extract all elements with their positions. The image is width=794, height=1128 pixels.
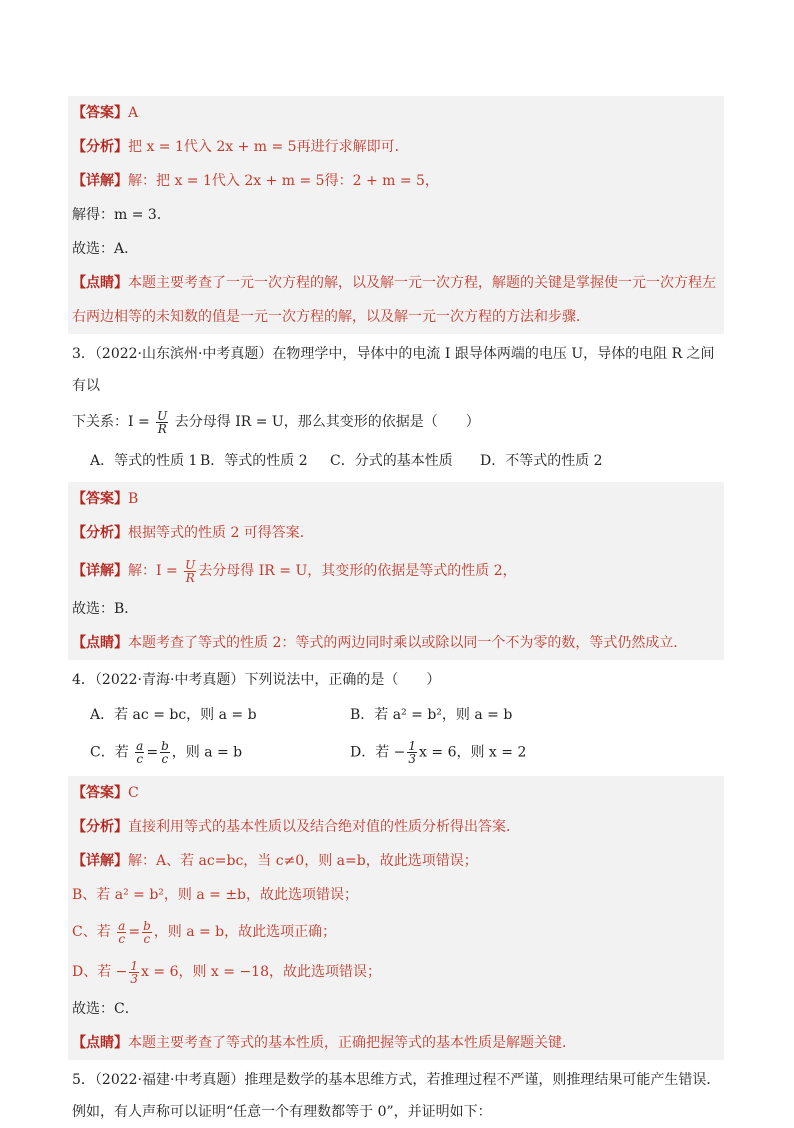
- q3-option-a[interactable]: A．等式的性质 1: [90, 453, 198, 469]
- choose-text: 故选：C．: [72, 1001, 139, 1017]
- q2-solution-box: [68, 96, 724, 334]
- q2-comment-line-1: [68, 266, 724, 300]
- detail-text-b: 去分母得 IR = U，其变形的依据是等式的性质 2，: [198, 563, 517, 579]
- q2-solve-line: [68, 198, 724, 232]
- analysis-text: 直接利用等式的基本性质以及结合绝对值的性质分析得出答案．: [128, 819, 520, 835]
- q3-solution-box: [68, 482, 724, 660]
- line-d-suffix: x = 6，则 x = −18，故此选项错误；: [141, 964, 382, 980]
- q3-comment-line: [68, 626, 724, 660]
- q3-analysis-line: [68, 516, 724, 550]
- line-c-eq: =: [128, 924, 141, 940]
- q3-detail-fraction: [184, 559, 196, 584]
- fraction-numerator: b: [143, 918, 151, 933]
- q5-stem-line-2: [68, 1096, 724, 1128]
- q4-option-c[interactable]: [90, 740, 350, 765]
- answer-value: C: [128, 785, 139, 801]
- answer-tag: 【答案】: [72, 491, 128, 507]
- detail-text-a: 解：I =: [128, 563, 178, 579]
- line-c-suffix: ，则 a = b，故此选项正确；: [153, 924, 337, 940]
- q3-stem-text-1: 3．（2022·山东滨州·中考真题）在物理学中，导体中的电流 I 跟导体两端的电压 U，导体的电阻 R 之间有以: [72, 346, 715, 394]
- option-c-prefix: C．若: [90, 744, 129, 760]
- answer-tag: 【答案】: [72, 785, 128, 801]
- fraction-denominator: c: [118, 931, 126, 946]
- line-c-prefix: C、若: [72, 924, 111, 940]
- line-d-prefix: D、若 −: [72, 964, 128, 980]
- q3-stem-text-2b: 去分母得 IR = U，那么其变形的依据是（ ）: [174, 414, 480, 430]
- q3-answer-line: [68, 482, 724, 516]
- fraction-numerator: a: [136, 738, 144, 753]
- q3-detail-line: [68, 550, 724, 592]
- analysis-tag: 【分析】: [72, 525, 128, 541]
- analysis-text: 把 x = 1代入 2x + m = 5再进行求解即可．: [128, 139, 409, 155]
- comment-tag: 【点睛】: [72, 275, 128, 291]
- q4-line-b: [68, 878, 724, 912]
- q2-detail-line: [68, 164, 724, 198]
- detail-text: 解：把 x = 1代入 2x + m = 5得：2 + m = 5，: [128, 173, 439, 189]
- option-c-eq: =: [146, 744, 159, 760]
- option-c-frac-1: [135, 740, 144, 765]
- fraction-denominator: c: [161, 751, 169, 766]
- line-c-frac-1: [117, 920, 126, 945]
- answer-value: A: [128, 105, 139, 121]
- detail-tag: 【详解】: [72, 173, 128, 189]
- q3-stem-text-2a: 下关系：I =: [72, 414, 150, 430]
- fraction-denominator: 3: [130, 971, 139, 986]
- q3-options-row: [68, 442, 724, 478]
- fraction-denominator: R: [157, 421, 167, 436]
- analysis-tag: 【分析】: [72, 819, 128, 835]
- q4-stem-line: [68, 664, 724, 696]
- fraction-denominator: c: [143, 931, 151, 946]
- option-c-frac-2: [160, 740, 170, 765]
- choose-text: 故选：A．: [72, 241, 139, 257]
- fraction-denominator: R: [185, 570, 195, 585]
- q4-option-a[interactable]: A．若 ac = bc，则 a = b: [90, 707, 257, 723]
- q4-option-b[interactable]: B．若 a² = b²，则 a = b: [350, 707, 513, 723]
- option-d-prefix: D．若 −: [350, 744, 406, 760]
- answer-tag: 【答案】: [72, 105, 128, 121]
- fraction-numerator: a: [118, 918, 126, 933]
- comment-tag: 【点睛】: [72, 1035, 128, 1051]
- q4-line-c: [68, 912, 724, 952]
- q5-stem-text-2: 例如，有人声称可以证明“任意一个有理数都等于 0”，并证明如下：: [72, 1104, 492, 1120]
- fraction-numerator: U: [157, 408, 168, 423]
- comment-text: 本题主要考查了等式的基本性质，正确把握等式的基本性质是解题关键．: [128, 1035, 576, 1051]
- q4-line-d: [68, 952, 724, 992]
- line-d-frac: [129, 960, 139, 985]
- option-d-suffix: x = 6，则 x = 2: [419, 744, 527, 760]
- option-c-suffix: ，则 a = b: [171, 744, 243, 760]
- fraction-numerator: U: [185, 557, 196, 572]
- line-c-frac-2: [142, 920, 152, 945]
- q3-option-c[interactable]: C．分式的基本性质: [330, 453, 453, 469]
- q4-option-d[interactable]: [350, 740, 526, 765]
- option-d-frac: [407, 740, 417, 765]
- fraction-denominator: c: [136, 751, 144, 766]
- q3-choose-line: [68, 592, 724, 626]
- q4-detail-line: [68, 844, 724, 878]
- detail-tag: 【详解】: [72, 853, 128, 869]
- worksheet-page: [68, 96, 724, 1128]
- q5-stem-text-1: 5．（2022·福建·中考真题）推理是数学的基本思维方式，若推理过程不严谨，则推理结果可能产生错误．: [72, 1072, 721, 1088]
- q4-stem-text: 4．（2022·青海·中考真题）下列说法中，正确的是（ ）: [72, 672, 441, 688]
- detail-text: 解：A、若 ac=bc，当 c≠0，则 a=b，故此选项错误；: [128, 853, 478, 869]
- comment-text-2: 右两边相等的未知数的值是一元一次方程的解，以及解一元一次方程的方法和步骤．: [72, 309, 590, 325]
- q4-options-row-1: [68, 696, 724, 732]
- detail-tag: 【详解】: [72, 563, 128, 579]
- q2-choose-line: [68, 232, 724, 266]
- q4-options-row-2: [68, 732, 724, 772]
- q4-comment-line: [68, 1026, 724, 1060]
- q4-solution-box: [68, 776, 724, 1060]
- q3-option-b[interactable]: B．等式的性质 2: [200, 453, 308, 469]
- q4-analysis-line: [68, 810, 724, 844]
- line-b-text: B、若 a² = b²，则 a = ±b，故此选项错误；: [72, 887, 359, 903]
- q3-fraction: [156, 410, 168, 435]
- q2-comment-line-2: [68, 300, 724, 334]
- analysis-text: 根据等式的性质 2 可得答案．: [128, 525, 314, 541]
- comment-text: 本题考查了等式的性质 2：等式的两边同时乘以或除以同一个不为零的数，等式仍然成立．: [128, 635, 688, 651]
- choose-text: 故选：B．: [72, 601, 139, 617]
- q2-analysis-line: [68, 130, 724, 164]
- solve-text: 解得：m = 3．: [72, 207, 171, 223]
- fraction-numerator: 1: [130, 958, 139, 973]
- answer-value: B: [128, 491, 139, 507]
- q3-option-d[interactable]: D．不等式的性质 2: [480, 453, 603, 469]
- fraction-numerator: 1: [408, 738, 417, 753]
- fraction-denominator: 3: [408, 751, 417, 766]
- q5-stem-line-1: [68, 1064, 724, 1096]
- comment-text-1: 本题主要考查了一元一次方程的解，以及解一元一次方程，解题的关键是掌握使一元一次方程左: [128, 275, 716, 291]
- q4-choose-line: [68, 992, 724, 1026]
- q3-stem-line-2: [68, 402, 724, 442]
- analysis-tag: 【分析】: [72, 139, 128, 155]
- comment-tag: 【点睛】: [72, 635, 128, 651]
- fraction-numerator: b: [161, 738, 169, 753]
- q3-stem-line-1: [68, 338, 724, 402]
- q4-answer-line: [68, 776, 724, 810]
- q2-answer-line: [68, 96, 724, 130]
